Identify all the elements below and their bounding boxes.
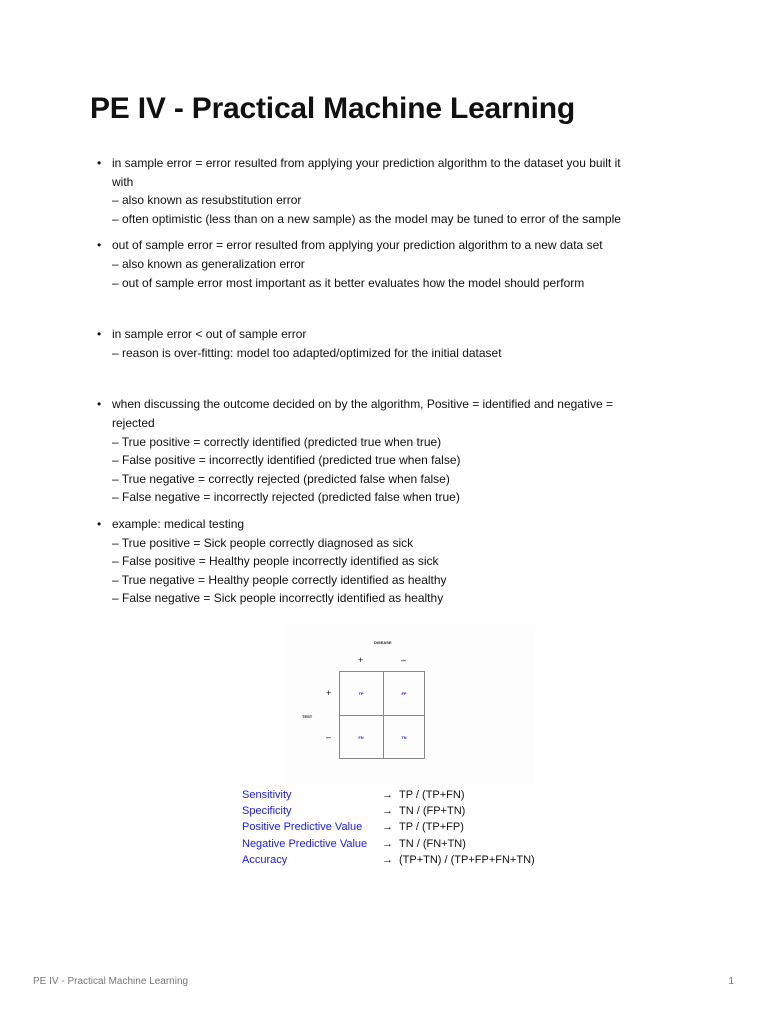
metric-name: Specificity [242, 805, 292, 818]
test-minus-label: – [326, 732, 332, 742]
list-item [90, 236, 650, 292]
bullet-line: – True positive = correctly identified (predicted true when true) [112, 434, 442, 449]
bullet-line: – False positive = Healthy people incorrectly identified as sick [112, 554, 439, 569]
grid-divider [340, 715, 424, 716]
disease-header: DISEASE [374, 640, 392, 645]
disease-minus-label: – [401, 655, 407, 665]
bullet-line: – False negative = Sick people incorrectly identified as healthy [112, 591, 444, 606]
cell-false-negative: FN [358, 735, 364, 740]
metric-formula: (TP+TN) / (TP+FP+FN+TN) [399, 853, 535, 866]
metrics-list [242, 787, 562, 868]
footer-title: PE IV - Practical Machine Learning [33, 976, 189, 987]
test-plus-label: + [326, 688, 332, 698]
bullet-line: – True negative = correctly rejected (predicted false when false) [112, 471, 450, 486]
bullet-line: rejected [112, 415, 155, 430]
list-item [90, 154, 650, 228]
metric-row [242, 819, 562, 835]
bullet-list [90, 154, 650, 608]
disease-plus-label: + [358, 655, 364, 665]
bullet-line: with [112, 174, 134, 189]
page-title: PE IV - Practical Machine Learning [90, 92, 576, 125]
metric-row [242, 836, 562, 852]
arrow-icon: → [382, 853, 393, 866]
page-number: 1 [728, 976, 734, 987]
metric-name: Sensitivity [242, 789, 292, 801]
list-item [90, 325, 650, 362]
bullet-line: – True positive = Sick people correctly diagnosed as sick [112, 535, 414, 550]
metric-formula: TP / (TP+FP) [399, 821, 464, 834]
cell-false-positive: FP [401, 691, 407, 696]
bullet-line: – often optimistic (less than on a new sample) as the model may be tuned to error of the sample [112, 211, 621, 226]
confusion-matrix-figure [285, 625, 535, 785]
test-header: TEST [302, 714, 313, 719]
cell-true-positive: TP [358, 691, 364, 696]
bullet-line: • example: medical testing [112, 516, 245, 531]
cell-true-negative: TN [401, 735, 407, 740]
metric-formula: TN / (FN+TN) [399, 837, 466, 850]
bullet-line: • in sample error < out of sample error [112, 327, 307, 342]
metric-row [242, 787, 562, 803]
list-item [90, 515, 650, 608]
bullet-line: – False positive = incorrectly identified (predicted true when false) [112, 453, 461, 468]
metric-formula: TN / (FP+TN) [399, 805, 466, 818]
metric-row [242, 852, 562, 868]
arrow-icon: → [382, 789, 393, 801]
bullet-line: – out of sample error most important as it better evaluates how the model should perform [112, 275, 585, 290]
metric-name: Positive Predictive Value [242, 821, 363, 834]
bullet-line: – False negative = incorrectly rejected (predicted false when true) [112, 490, 460, 505]
metric-row [242, 803, 562, 819]
bullet-line: – reason is over-fitting: model too adapted/optimized for the initial dataset [112, 345, 502, 360]
arrow-icon: → [382, 821, 393, 834]
matrix-grid [339, 671, 425, 759]
list-item [90, 395, 650, 507]
metric-name: Accuracy [242, 853, 288, 866]
arrow-icon: → [382, 805, 393, 818]
metric-formula: TP / (TP+FN) [399, 789, 465, 801]
bullet-line: • out of sample error = error resulted from applying your prediction algorithm to a new data set [112, 238, 603, 253]
bullet-line: – True negative = Healthy people correctly identified as healthy [112, 572, 447, 587]
bullet-line: – also known as resubstitution error [112, 193, 302, 208]
bullet-line: • when discussing the outcome decided on by the algorithm, Positive = identified and negative = [112, 397, 613, 412]
bullet-line: – also known as generalization error [112, 256, 305, 271]
metric-name: Negative Predictive Value [242, 837, 368, 850]
bullet-line: • in sample error = error resulted from applying your prediction algorithm to the dataset you built it [112, 156, 621, 170]
arrow-icon: → [382, 837, 393, 850]
